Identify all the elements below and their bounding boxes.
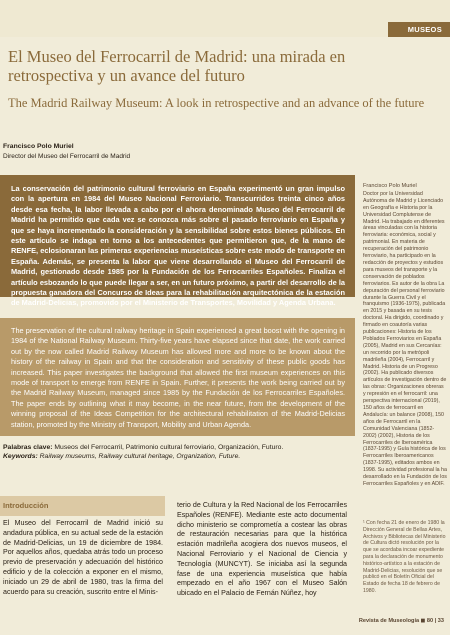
author-name: Francisco Polo Muriel <box>3 143 74 150</box>
author-sidebar <box>363 183 447 488</box>
sidebar-author-bio: Doctor por la Universidad Autónoma de Madrid y Licenciado en Geografía e Historia por la Universidad Complutense de Madrid. Ha trabajado en diferentes áreas vinculadas con la historia ferroviaria: económica, social y patrimonial. En materia de recuperación del patrimonio ferroviario, ha participado en la redacción de proyectos y estudios para museos del transporte y la conservación de poblados ferroviarios. Es autor de la obra La depuración del personal ferroviario durante la Guerra Civil y el franquismo (1936-1975), publicada en 2015 y basada en su tesis doctoral. Ha dirigido, coordinado y firmado en coautoría varias publicaciones: Historia de los Poblados Ferroviarios en España (2005), Madrid en sus Cercanías: un recorrido por la metrópoli madrileña (2004), Ferrocarril y Madrid. Historia de un Progreso (2002). Ha publicado diversos artículos de investigación dentro de las obras: Organizaciones obreras y represión en el ferrocarril: una perspectiva internacional (2019), 150 años de ferrocarril en Andalucía: un balance (2008), 150 años de Ferrocarril en la Comunidad Valenciana (1852-2002) (2002), Historia de los Ferrocarriles de Iberoamérica (1837-1995) y Guía histórica de los Ferrocarriles Iberoamericanos (1837-1995), editados ambos en 1998. Su actividad profesional la ha desarrollado en la Fundación de los Ferrocarriles Españoles y en ADIF. <box>363 190 447 487</box>
keywords-en-label: Keywords: <box>3 453 38 460</box>
abstract-en: The preservation of the cultural railway heritage in Spain experienced a great boost with the opening in 1984 of the National Railway Museum. Thirty-five years have elapsed since that date, the work carried out by the now called Madrid Railway Museum has allowed more and more to be known about the history of the railway in Spain and that the consideration and sensitivity of these public goods has increased. This paper investigates the background that allowed the first museum experiences on this mode of transport to emerge from RENFE in Spain. Further, it presents the work being carried out by the Madrid Railway Museum, managed since 1985 by the Fundación de los Ferrocarriles Españoles. The paper ends by outlining what it may become, in the near future, from the development of the winning proposal of the Ideas Competition for the architectural rehabilitation of the Madrid-Delicias station, promoted by the Ministry of Transport, Mobility and Urban Agenda. <box>0 318 355 436</box>
abstract-es: La conservación del patrimonio cultural ferroviario en España experimentó un gran impulso con la apertura en 1984 del Museo Nacional Ferroviario. Transcurridos treinta cinco años desde esa fecha, la labor llevada a cabo por el ahora denominado Museo del Ferrocarril de Madrid ha permitido que cada vez se conozca más sobre el pasado ferroviario en España y que se haya incrementado la consideración y la sensibilidad sobre estos bienes públicos. En este artículo se indaga en torno a los antecedentes que permitieron que, de la mano de RENFE, eclosionaran las primeras experiencias museísticas sobre este modo de transporte en España. Además, se presenta la labor que viene desarrollando el Museo del Ferrocarril de Madrid, gestionado desde 1985 por la Fundación de los Ferrocarriles Españoles. Finaliza el artículo esbozando lo que puede llegar a ser, en un futuro próximo, a partir del desarrollo de la propuesta ganadora del Concurso de Ideas para la rehabilitación arquitectónica de la estación de Madrid-Delicias, promovido por el Ministerio de Transportes, Movilidad y Agenda Urbana. <box>0 175 355 297</box>
keywords-es-label: Palabras clave: <box>3 444 53 451</box>
body-column-1: El Museo del Ferrocarril de Madrid inició su andadura pública, en su actual sede de la estación de Madrid-Delicias, un 19 de diciembre de 1984. Por aquellos años, quedaba atrás todo un proceso previo de preservación y adecuación del histórico edificio y de la colección a exponer en el mismo, iniciado un 29 de abril de 1980, tras la firma del acuerdo para su creación, suscrito entre el Minis- <box>3 519 163 596</box>
footnote: ¹ Con fecha 21 de enero de 1980 la Dirección General de Bellas Artes, Archivos y Bibliotecas del Ministerio de Cultura dictó resolución por la que se acordaba incoar expediente para la declaración de monumento histórico-artístico a la estación de Madrid-Delicias, resolución que se publicó en el Boletín Oficial del Estado de fecha 18 de febrero de 1980. <box>363 520 446 594</box>
body-column-2: terio de Cultura y la Red Nacional de los Ferrocarriles Españoles (RENFE). Mediante este acto documental dicho ministerio se comprometía a costear las obras de restauración necesarias para que la histórica estación madrileña acogiera dos nuevos museos, el Nacional Ferroviario y el Nacional de Ciencia y Tecnología (MUNCYT). Se iniciaba así la segunda fase de una experiencia museística que había empezado en el año 1967 con el Museo Salón ubicado en el Palacio de Fernán Núñez, hoy <box>177 501 347 598</box>
page-footer: Revista de Museología ◼ 80 | 33 <box>358 618 444 624</box>
article-title-en: The Madrid Railway Museum: A look in retrospective and an advance of the future <box>8 96 425 110</box>
sidebar-author-name: Francisco Polo Muriel <box>363 183 417 189</box>
header-bar <box>0 0 450 37</box>
keywords-es-text: Museos del Ferrocarril, Patrimonio cultural ferroviario, Organización, Futuro. <box>54 444 284 451</box>
keywords-en-text: Railway museums, Railway cultural heritage, Organization, Future. <box>39 453 241 460</box>
article-title-es: El Museo del Ferrocarril de Madrid: una mirada en retrospectiva y un avance del futuro <box>8 47 346 85</box>
intro-heading: Introducción <box>3 501 49 510</box>
section-tag: MUSEOS <box>388 22 450 37</box>
author-role: Director del Museo del Ferrocarril de Madrid <box>3 153 131 160</box>
keywords-es <box>3 443 353 452</box>
keywords-block <box>3 443 353 461</box>
keywords-en <box>3 452 353 461</box>
